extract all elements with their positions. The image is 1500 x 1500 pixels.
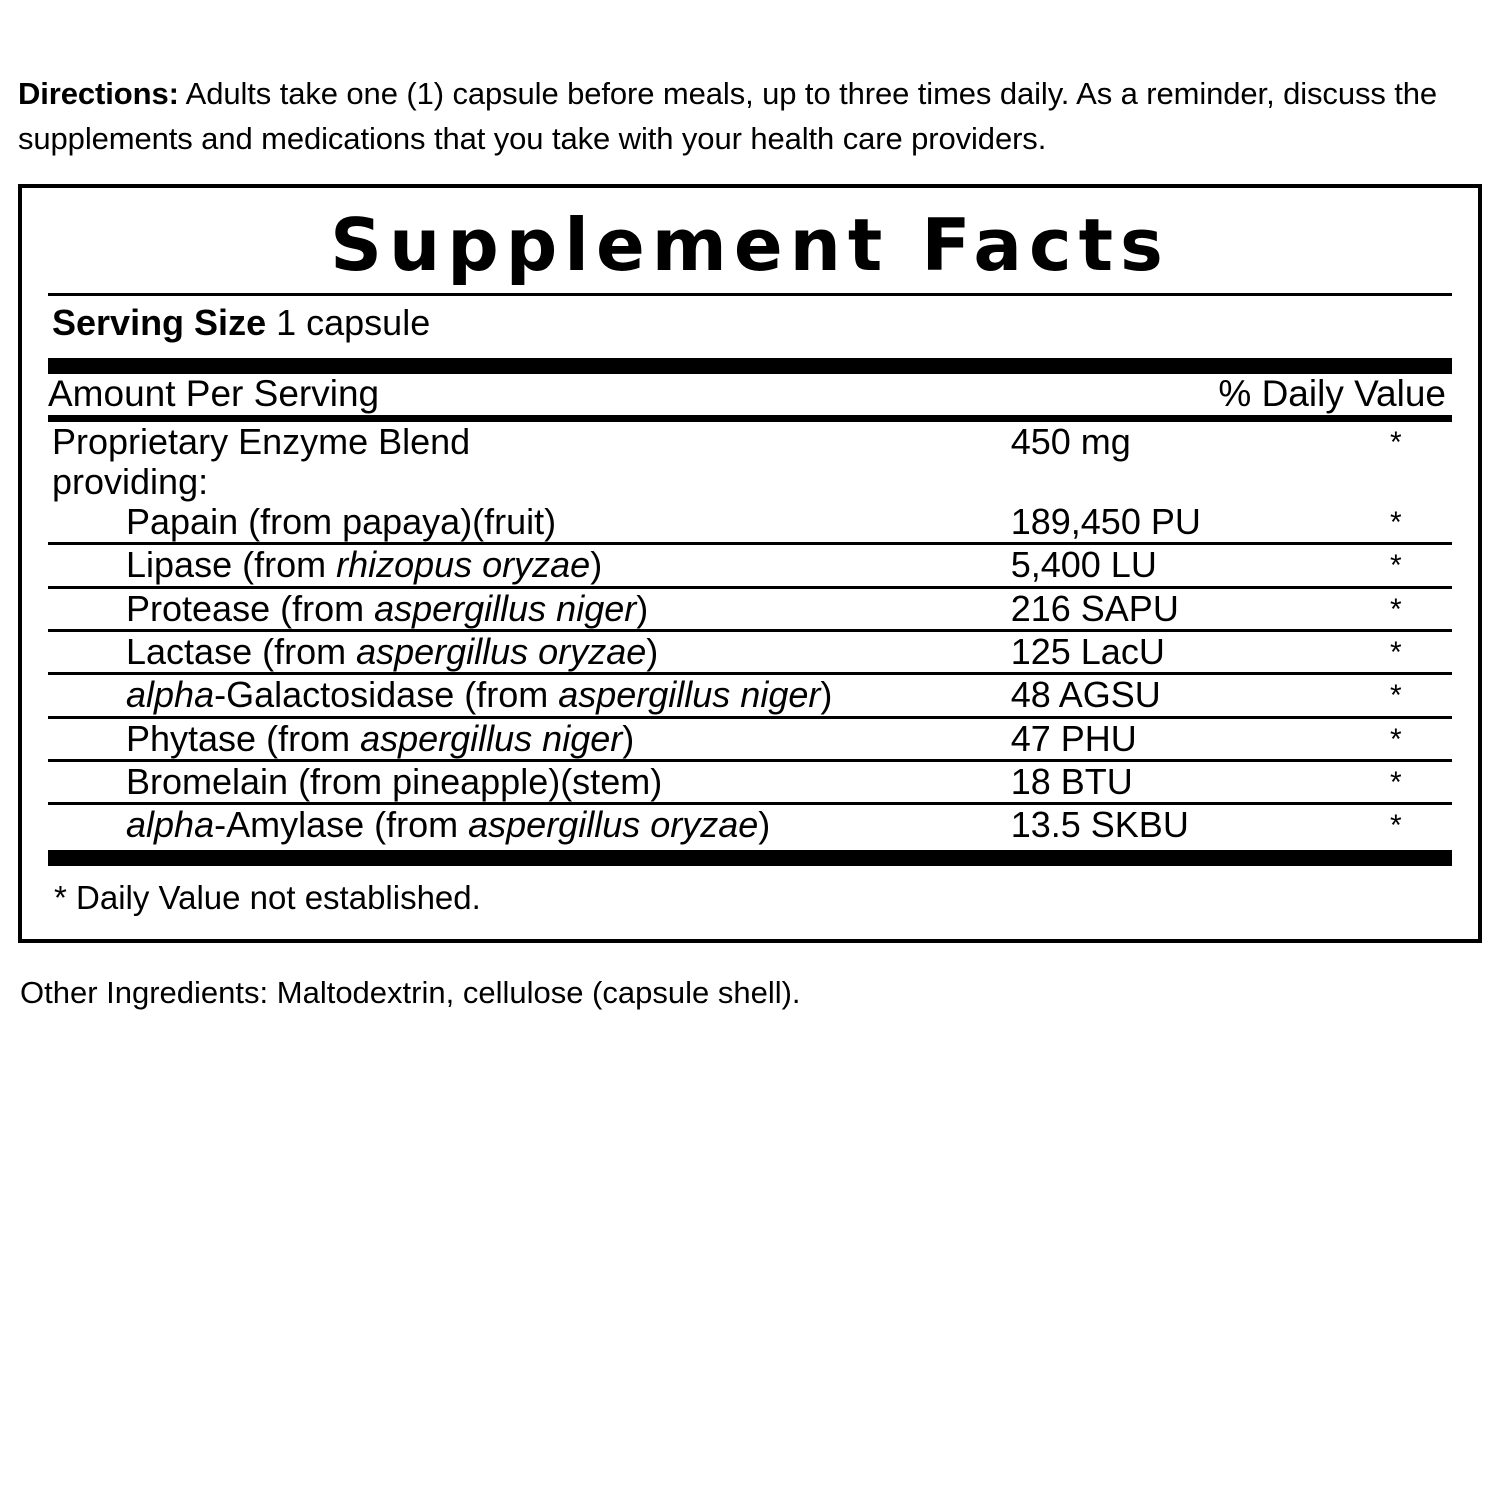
supplement-facts-panel [18, 184, 1482, 943]
ingredient-name-part: rhizopus oryzae [336, 544, 591, 586]
ingredient-name-part: ) [758, 804, 771, 846]
table-row [48, 502, 1452, 544]
ingredient-name-part: -Amylase (from [214, 804, 469, 846]
ingredient-daily-value: * [1340, 804, 1452, 846]
table-row [48, 717, 1452, 760]
ingredient-daily-value: * [1389, 425, 1402, 459]
table-row [48, 422, 1452, 462]
directions-text: Adults take one (1) capsule before meals, up to three times daily. As a reminder, discuss the supplements and medications that you take with your health care providers. [18, 76, 1438, 156]
serving-size-label: Serving Size [52, 302, 267, 344]
facts-table [48, 374, 1452, 415]
ingredient-name-part: -Galactosidase (from [214, 674, 559, 716]
ingredient-daily-value: * [1389, 506, 1402, 540]
daily-value-footnote: * Daily Value not established. [54, 878, 481, 916]
ingredient-daily-value: * [1340, 761, 1452, 804]
ingredient-name-part: ) [646, 631, 659, 673]
ingredient-name-part: aspergillus oryzae [356, 631, 647, 673]
ingredient-name-part: aspergillus oryzae [468, 804, 759, 846]
ingredient-daily-value: * [1340, 674, 1452, 717]
ingredient-name-part: Phytase (from [126, 717, 361, 759]
table-row [48, 804, 1452, 846]
table-row [48, 462, 1452, 502]
ingredient-daily-value: * [1340, 544, 1452, 587]
ingredient-name-part: Protease (from [126, 587, 375, 629]
table-row [48, 761, 1452, 804]
ingredient-name-part: alpha [126, 804, 215, 846]
daily-value-header: % Daily Value [1218, 372, 1446, 414]
directions-paragraph [10, 0, 1490, 162]
ingredient-name [48, 804, 1003, 846]
ingredient-name [48, 587, 1003, 630]
ingredient-amount: 5,400 LU [1003, 544, 1340, 587]
facts-rows-table [48, 422, 1452, 846]
ingredient-name-part: ) [636, 587, 649, 629]
ingredient-name: Papain (from papaya)(fruit) [126, 501, 557, 543]
ingredient-name-part: Lactase (from [126, 631, 357, 673]
ingredient-name-part: ) [590, 544, 603, 586]
ingredient-amount: 48 AGSU [1003, 674, 1340, 717]
ingredient-daily-value: * [1340, 717, 1452, 760]
ingredient-amount [1003, 462, 1340, 502]
ingredient-daily-value: * [1340, 631, 1452, 674]
table-row [48, 544, 1452, 587]
other-ingredients: Other Ingredients: Maltodextrin, cellulose (capsule shell). [20, 975, 801, 1011]
ingredient-name [48, 544, 1003, 587]
ingredient-amount: 125 LacU [1003, 631, 1340, 674]
ingredient-daily-value: * [1340, 587, 1452, 630]
ingredient-name-part: ) [820, 674, 833, 716]
ingredient-name-part: aspergillus niger [558, 674, 821, 716]
table-row [48, 674, 1452, 717]
ingredient-name: Bromelain (from pineapple)(stem) [48, 761, 1003, 804]
ingredient-name: providing: [52, 460, 209, 502]
ingredient-name-part: Lipase (from [126, 544, 337, 586]
ingredient-name [48, 631, 1003, 674]
table-row [48, 587, 1452, 630]
table-row [48, 631, 1452, 674]
page-title: Supplement Facts [330, 202, 1170, 287]
ingredient-name-part: ) [622, 717, 635, 759]
serving-size-value: 1 capsule [276, 302, 431, 344]
serving-size [48, 296, 1452, 353]
ingredient-name-part: alpha [126, 674, 215, 716]
ingredient-amount: 216 SAPU [1003, 587, 1340, 630]
header-top-rule [48, 358, 1452, 374]
ingredient-amount: 189,450 PU [1010, 501, 1201, 543]
ingredient-name [48, 717, 1003, 760]
ingredient-amount: 47 PHU [1003, 717, 1340, 760]
ingredient-name-part: aspergillus niger [360, 717, 623, 759]
table-header-row [48, 374, 1452, 415]
ingredient-amount: 18 BTU [1003, 761, 1340, 804]
ingredient-amount: 450 mg [1010, 420, 1131, 462]
table-bottom-rule [48, 850, 1452, 866]
ingredient-name [48, 674, 1003, 717]
ingredient-name: Proprietary Enzyme Blend [52, 420, 471, 462]
ingredient-amount: 13.5 SKBU [1003, 804, 1340, 846]
ingredient-name-part: aspergillus niger [374, 587, 637, 629]
amount-per-serving-header: Amount Per Serving [48, 372, 380, 414]
ingredient-daily-value [1340, 462, 1452, 502]
directions-label: Directions: [18, 76, 179, 111]
